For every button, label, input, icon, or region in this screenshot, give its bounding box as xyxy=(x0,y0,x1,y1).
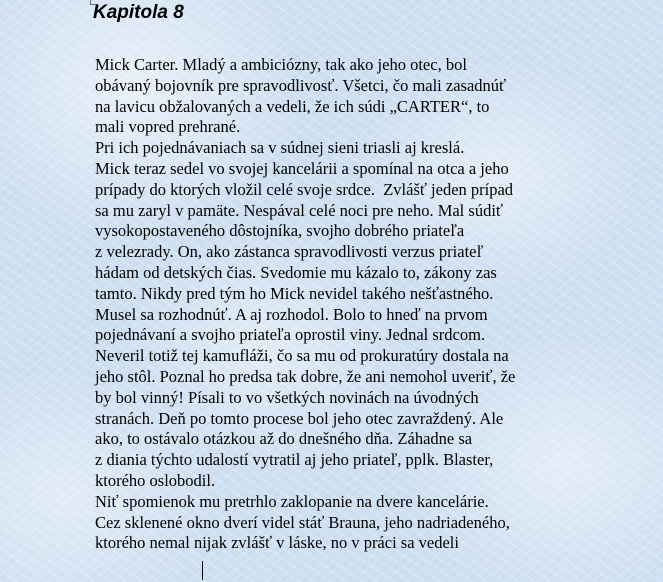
text-line: obávaný bojovník pre spravodlivosť. Všetci, čo mali zasadnúť xyxy=(95,75,507,95)
text-line: z velezrady. On, ako zástanca spravodlivosti verzus priateľ xyxy=(95,242,484,262)
text-line: z diania týchto udalostí vytratil aj jeho priateľ, pplk. Blaster, xyxy=(95,450,494,470)
text-line: tamto. Nikdy pred tým ho Mick nevidel takého nešťastného. xyxy=(95,283,494,303)
text-line: Niť spomienok mu pretrhlo zaklopanie na dvere kancelárie. xyxy=(95,491,489,511)
text-line: stranách. Deň po tomto procese bol jeho otec zavraždený. Ale xyxy=(95,408,504,428)
body-text[interactable] xyxy=(95,55,663,554)
chapter-heading: Kapitola 8 xyxy=(93,2,184,23)
text-line: na lavicu obžalovaných a vedeli, že ich súdi „CARTER“, to xyxy=(95,96,490,116)
text-line: mali vopred prehrané. xyxy=(95,117,241,137)
text-line: hádam od detských čias. Svedomie mu kázalo to, zákony zas xyxy=(95,262,497,282)
text-line: Mick Carter. Mladý a ambiciózny, tak ako jeho otec, bol xyxy=(95,55,467,74)
text-line: Cez sklenené okno dverí videl stáť Brauna, jeho nadriadeného, xyxy=(95,512,510,532)
text-line: sa mu zaryl v pamäte. Nespával celé noci pre neho. Mal súdiť xyxy=(95,200,503,220)
text-line: vysokopostaveného dôstojníka, svojho dobrého priateľa xyxy=(95,221,465,241)
text-line: Musel sa rozhodnúť. A aj rozhodol. Bolo to hneď na prvom xyxy=(95,304,488,324)
text-line: Neveril totiž tej kamufláži, čo sa mu od prokuratúry dostala na xyxy=(95,346,509,366)
text-line: ako, to ostávalo otázkou až do dnešného dňa. Záhadne sa xyxy=(95,429,473,449)
text-line: Mick teraz sedel vo svojej kancelárii a spomínal na otca a jeho xyxy=(95,158,509,178)
text-line: prípady do ktorých vložil celé svoje srdce. Zvlášť jeden prípad xyxy=(95,179,514,199)
text-line: ktorého oslobodil. xyxy=(95,470,216,490)
text-cursor xyxy=(202,561,203,580)
text-line: pojednávaní a svojho priateľa oprostil viny. Jednal srdcom. xyxy=(95,325,486,345)
text-line: ktorého nemal nijak zvlášť v láske, no v práci sa vedeli xyxy=(95,533,459,553)
text-line: Pri ich pojednávaniach sa v súdnej sieni triasli aj kreslá. xyxy=(95,138,465,158)
text-line: jeho stôl. Poznal ho predsa tak dobre, že ani nemohol uveriť, že xyxy=(95,366,516,386)
text-line: by bol vinný! Písali to vo všetkých novinách na úvodných xyxy=(95,387,479,407)
